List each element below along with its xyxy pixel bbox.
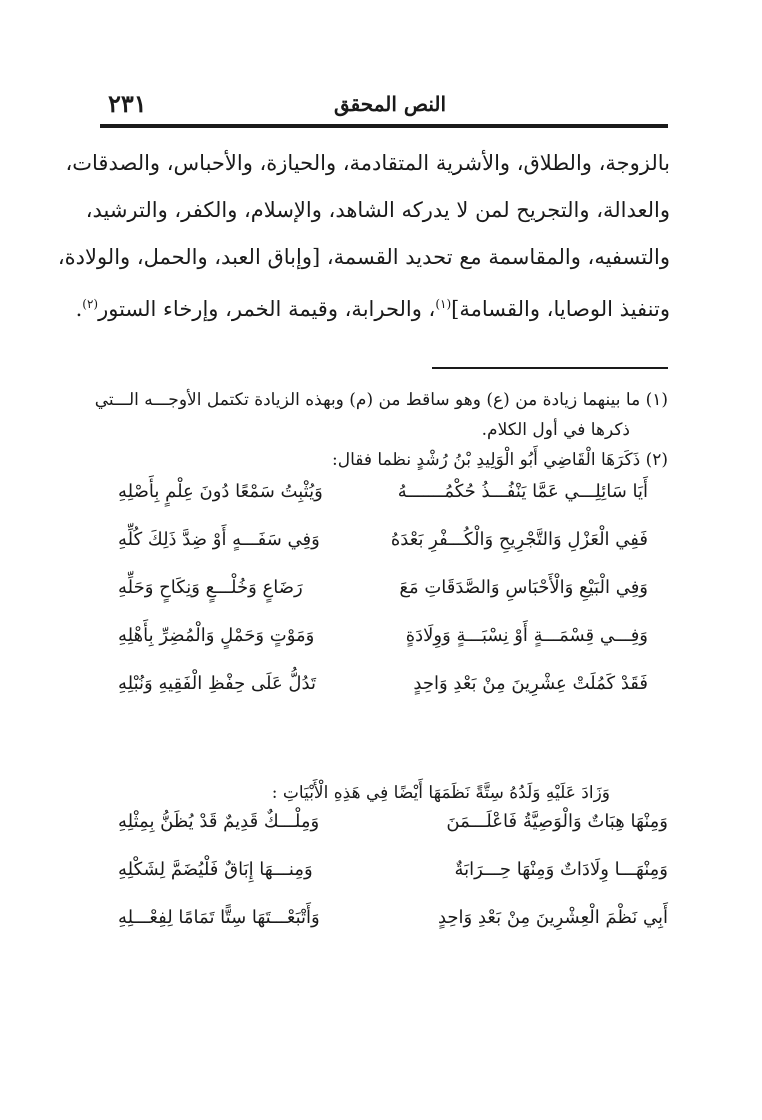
- footnotes: [94, 385, 668, 721]
- poem-verse: [100, 577, 668, 625]
- running-title: النص المحقق: [334, 92, 447, 116]
- verse-second-hemistich: وَمَوْتٍ وَحَمْلٍ وَالْمُضِرِّ بِأَهْلِهِ: [118, 625, 315, 646]
- footnote-separator: [432, 367, 668, 369]
- poem: [100, 481, 668, 721]
- verse-second-hemistich: رَضَاعٍ وَخُلْـــعٍ وَنِكَاحٍ وَحَلِّهِ: [118, 577, 303, 598]
- verse-first-hemistich: أَيَا سَائِلِـــي عَمَّا يَنْفُـــذُ حُكْمُـــــــهُ: [397, 481, 648, 502]
- text-segment: .: [75, 297, 83, 321]
- poem: [100, 811, 668, 955]
- poem-verse: [100, 907, 668, 955]
- footnote-1-line: (١) ما بينهما زيادة من (ع) وهو ساقط من (م) وبهذه الزيادة تكتمل الأوجـــه الـــتي: [94, 390, 668, 410]
- additions-section: [100, 775, 668, 955]
- footnote-2-intro: (٢) ذَكَرَهَا الْقَاضِي أَبُو الْوَلِيدِ بْنُ رُشْدٍ نظما فقال:: [332, 450, 668, 470]
- poem-verse: [100, 529, 668, 577]
- text-line: والعدالة، والتجريح لمن لا يدركه الشاهد، والإسلام، والكفر، والترشيد،: [85, 198, 670, 222]
- poem-verse: [100, 811, 668, 859]
- verse-first-hemistich: أَبِي نَظْمَ الْعِشْرِينَ مِنْ بَعْدِ وَاحِدٍ: [437, 907, 668, 928]
- poem-verse: [100, 625, 668, 673]
- poem-verse: [100, 673, 668, 721]
- text-segment: وتنفيذ الوصايا، والقسامة]: [451, 297, 670, 321]
- text-line: والتسفيه، والمقاسمة مع تحديد القسمة، [وإباق العبد، والحمل، والولادة،: [57, 245, 670, 269]
- poem-verse: [100, 859, 668, 907]
- verse-second-hemistich: وَمِنـــهَا إِبَاقٌ فَلْيُضَمَّ لِشَكْلِهِ: [118, 859, 313, 880]
- verse-first-hemistich: وَمِنْهَـــا وِلَادَاتٌ وَمِنْهَا حِـــرَابَةٌ: [454, 859, 668, 880]
- text-line: [75, 281, 670, 333]
- additions-intro: وَزَادَ عَلَيْهِ وَلَدُهُ سِتَّةً نَظَمَهَا أَيْضًا فِي هَذِهِ الْأَبْيَاتِ :: [271, 783, 610, 803]
- verse-first-hemistich: وَفِي الْبَيْعِ وَالْأَحْبَاسِ وَالصَّدَقَاتِ مَعَ: [399, 577, 648, 598]
- verse-second-hemistich: وَمِلْـــكٌ قَدِيمٌ قَدْ يُظَنُّ بِمِثْلِهِ: [118, 811, 320, 832]
- main-text: [57, 140, 670, 333]
- footnote-ref: (٢): [82, 297, 99, 311]
- page-header: [100, 85, 668, 125]
- verse-second-hemistich: وَأَتْبَعْـــتَهَا سِتًّا تَمَامًا لِفِعْـــلِهِ: [118, 907, 320, 928]
- verse-first-hemistich: فَقَدْ كَمُلَتْ عِشْرِينَ مِنْ بَعْدِ وَاحِدٍ: [413, 673, 648, 694]
- footnote-1-continuation: ذكرها في أول الكلام.: [481, 420, 630, 440]
- verse-second-hemistich: وَفِي سَفَـــهٍ أَوْ ضِدَّ ذَلِكَ كُلِّهِ: [118, 529, 320, 550]
- verse-first-hemistich: فَفِي الْعَزْلِ وَالتَّجْرِيحِ وَالْكُـــفْرِ بَعْدَهُ: [390, 529, 648, 550]
- verse-first-hemistich: وَمِنْهَا هِبَاتٌ وَالْوَصِيَّةُ فَاعْلَـــمَنَ: [446, 811, 668, 832]
- page-number: ٢٣١: [108, 89, 147, 118]
- verse-second-hemistich: تَدُلُّ عَلَى حِفْظِ الْفَقِيهِ وَنُبْلِهِ: [118, 673, 316, 694]
- verse-first-hemistich: وَفِـــي قِسْمَـــةٍ أَوْ نِسْبَـــةٍ وَوِلَادَةٍ: [405, 625, 648, 646]
- header-rule: [100, 124, 668, 128]
- footnote-ref: (١): [435, 297, 452, 311]
- poem-verse: [100, 481, 668, 529]
- verse-second-hemistich: وَيُثْبِتُ سَمْعًا دُونَ عِلْمٍ بِأَصْلِهِ: [118, 481, 323, 502]
- text-segment: ، والحرابة، وقيمة الخمر، وإرخاء الستور: [98, 297, 436, 321]
- text-line: بالزوجة، والطلاق، والأشرية المتقادمة، والحيازة، والأحباس، والصدقات،: [65, 151, 670, 175]
